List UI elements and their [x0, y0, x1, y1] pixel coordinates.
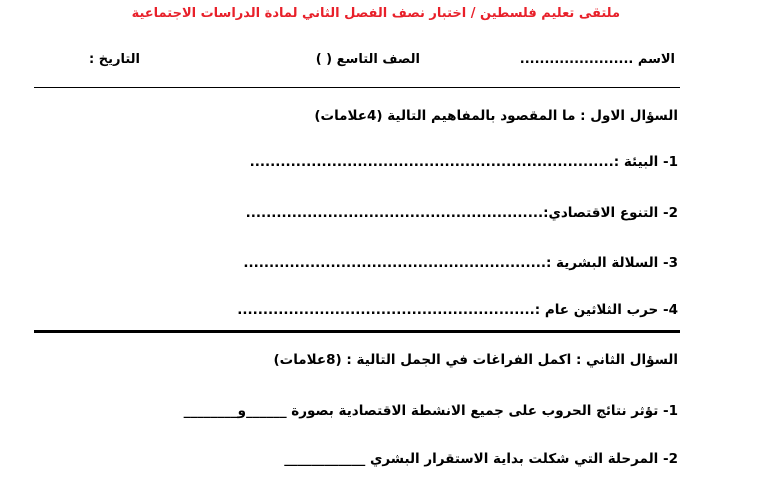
question1-item-4: 4- حرب الثلاثين عام :..........................................................	[237, 302, 678, 318]
question1-item-1: 1- البيئة :.......................................................................	[249, 154, 678, 170]
question2-item-2: 2- المرحلة التي شكلت بداية الاستقرار البشري ____________	[284, 451, 678, 467]
question1-title: السؤال الاول : ما المقصود بالمفاهيم التالية (4علامات)	[314, 108, 678, 124]
student-name-field: الاسم .......................	[519, 52, 675, 67]
question1-item-3: 3- السلالة البشرية :...........................................................	[243, 255, 678, 271]
date-field: التاريخ :	[89, 52, 140, 67]
question2-title: السؤال الثاني : اكمل الفراغات في الجمل التالية : (8علامات)	[273, 352, 678, 368]
question2-item-1: 1- تؤثر نتائج الحروب على جميع الانشطة الاقتصادية بصورة ______و________	[183, 403, 678, 419]
class-field: الصف التاسع ( )	[315, 52, 420, 67]
exam-header-title: ملتقى تعليم فلسطين / اختبار نصف الفصل الثاني لمادة الدراسات الاجتماعية	[131, 6, 620, 21]
section-divider	[34, 330, 680, 333]
question1-item-2: 2- التنوع الاقتصادي:..........................................................	[245, 205, 678, 221]
header-divider	[34, 87, 680, 88]
